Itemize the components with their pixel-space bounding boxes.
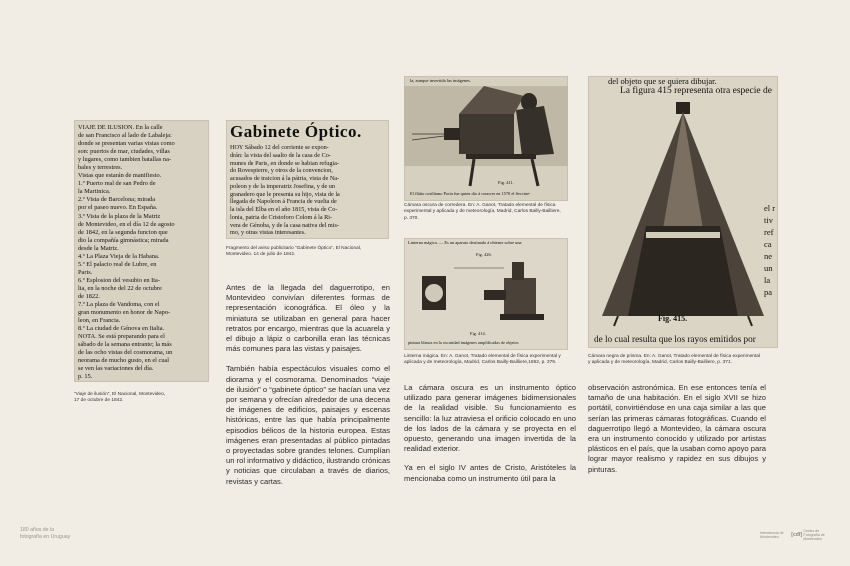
figure-camara-negra: del objeto que se quiera dibujar. La figura 415 representa otra especie de Fig. 415. de lo cual resulta que los rayos emitidos por el r tiv ref ca ne un la pa (588, 76, 778, 348)
clipping-line: munes de Paris, en donde se habian refugia- (230, 159, 339, 167)
tent-side-text (764, 202, 778, 298)
clipping-line: de san Francisco al lado de Labaleja: (78, 132, 172, 140)
clipping-line: se ven las variaciones del día. (78, 365, 154, 373)
logo-centro-fotografia: Centro de Fotografía de Montevideo (803, 529, 825, 541)
side-text-fragment: ne (764, 251, 773, 261)
lens-tube (444, 128, 460, 140)
paragraph: observación astronómica. En ese entonces tenía el tamaño de una habitación. En el siglo XVII se hizo portátil, convirtiéndose en una caja similar a las que serían las primeras cámaras fotográficas. Cuando el daguerrotipo llegó a Montevideo, la cámara oscura era un instrumento conocido y utilizado por artistas plásticos en el país, que la usaban como apoyo para lograr mayor realismo y rapidez en sus dibujos y pinturas. (588, 383, 766, 474)
logo-intendencia: Intendencia de Montevideo (760, 531, 784, 539)
clipping-line: 4.º La Plaza Vieja de la Habana. (78, 252, 160, 260)
footer-logos (760, 529, 840, 541)
clipping-line: 7.º La plaza de Vandoma, con el (78, 301, 160, 309)
clipping-line: VIAJE DE ILUSION. En la calle (78, 124, 163, 131)
clipping-line: de 1822. (78, 292, 100, 300)
clipping-line: de las ocho vistas del cosmorama, un (78, 349, 173, 357)
clipping-line: la isla del Elba en el año 1815, vista de Co- (230, 206, 338, 213)
clipping-line: HOY Sábado 12 del corriente se expon- (230, 144, 329, 151)
clipping-body (230, 144, 387, 237)
clipping-line: p. 15. (78, 373, 93, 381)
clipping-line: desde la Matriz. (78, 244, 119, 252)
clipping-line: llegada de Napoleon á Francia de vuelta de (230, 198, 337, 206)
clipping1-caption: “Viaje de ilusión”, El Nacional, Montevideo, 17 de octubre de 1842. (74, 392, 166, 404)
table (466, 154, 536, 159)
clipping-line: 3.º Vista de la plaza de la Matriz (78, 212, 161, 220)
paragraph: Ya en el siglo IV antes de Cristo, Aristóteles la mencionaba como un instrumento útil para la (404, 463, 576, 483)
slide-image (425, 284, 443, 302)
clipping-line: poleon y de la imperatriz Josefina, y de un (230, 182, 335, 190)
clipping-line: 1.º Puerto real de san Pedro de (78, 180, 156, 188)
tent-engraving (588, 76, 778, 348)
clipping-title: Gabinete Óptico. (230, 122, 362, 141)
clipping-line: mo, y otras vistas interesantes. (230, 229, 306, 237)
clipping-line: y lugares, como tambien batallas na- (78, 156, 172, 164)
camera-engraving (404, 76, 568, 201)
clipping-line: neorama de mucho gusto, en el cual (78, 357, 170, 365)
lantern-base (500, 314, 544, 320)
figure-linterna-magica: Linterna mágica. — Es un aparato destinado á obtener sobre una Fig. 426. Fig. 414. pintura blanca en la oscuridad imágenes amplificadas de objetos (404, 238, 568, 350)
clipping-gabinete-optico (226, 120, 389, 239)
clipping-line: bales y terrestres. (78, 164, 123, 172)
figure-camara-oscura: la, aunque invertida las imágenes. Fig. 411. El fliáto cosilitano Porta fue quien dio á conocer en 1570 el Seccine- (404, 76, 568, 201)
clipping-line: 2.º Vista de Barcelona; mirada (78, 196, 156, 204)
clipping-line: Paris. (78, 268, 93, 276)
paragraph: También había espectáculos visuales como el diorama y el cosmorama. Denominados “viaje de ilusión” o “gabinete óptico” se hacían una vez por semana y ofrecían alrededor de una decena de imágenes de edificios, paisajes y escenas históricas, entre las que había principalmente episodios bélicos de la historia europea. Estas imágenes eran presentadas al público pintadas o proyectadas sobre grandes telones. Cumplían un rol informativo y didáctico, ilustrando crónicas y noticias que circulaban a través de diarios, revistas y cartas. (226, 364, 390, 486)
clipping-line: sábado de la semana entrante; la más (78, 341, 172, 349)
camera-box (459, 114, 514, 154)
clipping-text (78, 124, 206, 382)
clipping-line: 6.º Esplosion del vesubio en Ita- (78, 276, 160, 284)
side-text-fragment: ca (764, 239, 772, 249)
clipping-line: leon, en Francia. (78, 317, 121, 325)
column4-text (588, 383, 766, 475)
clipping-line: granadero que le presenta su hijo, vista de la (230, 190, 340, 198)
footer-title: 180 años de la fotografía en Uruguay (20, 527, 71, 540)
tent-opening (628, 226, 738, 316)
clipping-line: lonia, patria de Cristoforo Colom á la Ri- (230, 213, 333, 221)
clipping-line: de 1842, en la segunda funcion que (78, 228, 168, 236)
side-text-fragment: pa (764, 287, 773, 297)
clipping-line: de Montevideo, en el día 12 de agosto (78, 220, 175, 228)
tent-table (646, 232, 720, 238)
figure-tent-caption: Cámara negra de prisma. En: A. Ganot, Tratado elemental de física experimental y aplicada y de meteorología, Madrid, Carlos Bailly-Bailliere, p. 371. (588, 354, 760, 366)
clipping-line: son: puertos de mar, ciudades, villas (78, 148, 170, 156)
clipping-line: NOTA. Se está preparando para el (78, 333, 165, 341)
lantern-body (504, 278, 536, 314)
clipping-line: do Rovespierre, y otros de la convencion, (230, 167, 333, 175)
clipping-line: vera de Génoba, y de la casa nativa del mis- (230, 221, 339, 229)
clipping2-caption: Fragmento del aviso publicitario “Gabinete Óptico”, El Nacional, Montevideo. 14 de julio de 1842. (226, 246, 362, 258)
lantern-chimney (512, 262, 524, 280)
side-text-fragment: ref (764, 227, 774, 237)
clipping-line: Vistas que estarán de manifiesto. (78, 172, 162, 180)
figure-camera-caption: Cámara oscura de corredera. En: A. Ganot, Tratado elemental de física experimental y aplicada y de meteorología, Madrid, Carlos Bailly-Bailliere, p. 370. (404, 203, 561, 221)
clipping-line: por el paseo nuevo. En España. (78, 204, 158, 212)
side-text-fragment: la (764, 275, 771, 285)
clipping-line: la Martinica. (78, 188, 111, 196)
paragraph: Antes de la llegada del daguerrotipo, en Montevideo convivían diferentes formas de representación iconográfica. El óleo y la miniatura se utilizaban en general para hacer retratos por encargo, mientras que la acuarela y el dibujo a lápiz o carbonilla eran las técnicas más comunes para las vistas y paisajes. (226, 283, 390, 354)
clipping-line: gran monumento en honor de Napo- (78, 309, 171, 317)
column2-text (226, 283, 390, 487)
clipping-line: acusados de traicion á la pátria, vista de Na- (230, 175, 340, 182)
figure-lantern-caption: Linterna mágica. En: A. Ganot, Tratado elemental de física experimental y aplicada y de meteorología, Madrid, Carlos Bailly-Bailliere,1862, p. 379. (404, 354, 561, 366)
tent-leg (748, 316, 752, 326)
lantern-lens (484, 290, 506, 300)
paragraph: La cámara oscura es un instrumento óptico utilizado para generar imágenes bidimensionales de la realidad visible. Su funcionamiento es sencillo: la luz atraviesa el orificio colocado en uno de los lados de la cámara y se proyecta en el opuesto, generando una imagen invertida de la realidad exterior. (404, 383, 576, 454)
clipping-line: lia, en la noche del 22 de octubre (78, 284, 162, 292)
column3-text (404, 383, 576, 484)
clipping-line: drán: la vista del saalto de la casa de Co- (230, 151, 331, 159)
clipping-line: dio la compañía gimnástica; mirada (78, 236, 169, 244)
clipping-line: donde se presentan varias vistas como (78, 140, 175, 148)
clipping-line: 5.º El palacio real de Lubre, en (78, 260, 157, 268)
clipping-line: 8.º La ciudad de Génova en Italia. (78, 325, 165, 333)
tent-leg (614, 316, 618, 326)
clipping-viaje-de-ilusion (74, 120, 209, 382)
logo-cdf: [cdf] (791, 532, 803, 538)
side-text-fragment: el r (764, 203, 776, 213)
side-text-fragment: un (764, 263, 773, 273)
side-text-fragment: tiv (764, 215, 773, 225)
